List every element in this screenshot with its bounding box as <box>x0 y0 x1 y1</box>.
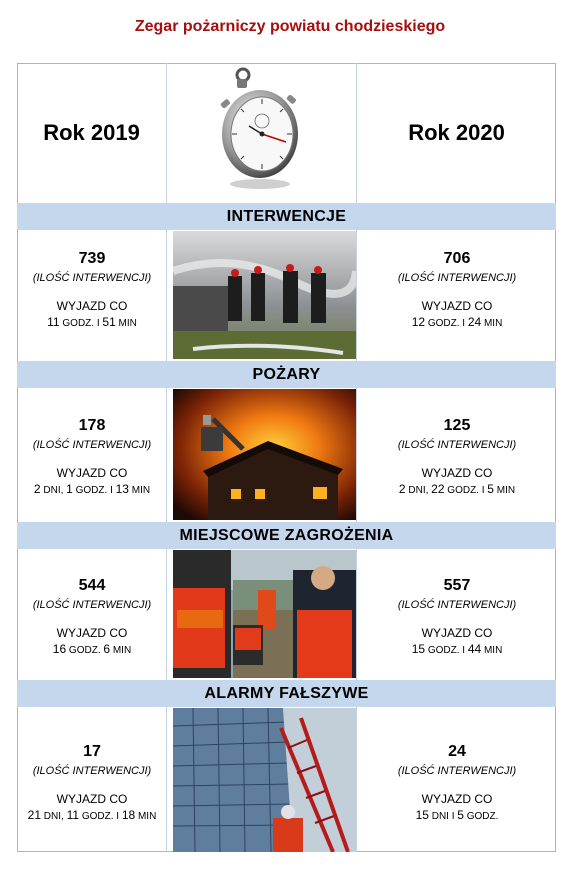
count-label: (ILOŚĆ INTERWENCJI) <box>32 599 152 611</box>
count-value: 557 <box>443 577 471 594</box>
departure-interval: 2 DNI, 22 GODZ. I 5 MIN <box>398 482 516 496</box>
count-label: (ILOŚĆ INTERWENCJI) <box>397 599 517 611</box>
divider <box>356 707 357 852</box>
count-label: (ILOŚĆ INTERWENCJI) <box>397 439 517 451</box>
section-heading-alarmy-falszywe: ALARMY FAŁSZYWE <box>17 680 556 707</box>
stat-2020-alarmy-falszywe <box>382 743 532 825</box>
departure-label: WYJAZD CO <box>56 792 128 806</box>
stat-2020-pozary <box>382 417 532 499</box>
departure-interval: 15 GODZ. I 44 MIN <box>411 642 503 656</box>
departure-interval: 21 DNI, 11 GODZ. I 18 MIN <box>27 808 157 822</box>
firefighters-hoses-photo <box>173 231 356 359</box>
page-title: Zegar pożarniczy powiatu chodzieskiego <box>134 18 446 35</box>
divider <box>166 63 167 203</box>
departure-interval: 12 GODZ. I 24 MIN <box>411 315 503 329</box>
departure-label: WYJAZD CO <box>421 466 493 480</box>
stat-2019-interwencje <box>17 250 167 332</box>
count-label: (ILOŚĆ INTERWENCJI) <box>32 765 152 777</box>
divider <box>166 230 167 361</box>
count-value: 544 <box>78 577 106 594</box>
count-value: 178 <box>78 417 106 434</box>
stat-2019-pozary <box>17 417 167 499</box>
section-heading-interwencje: INTERWENCJE <box>17 203 556 230</box>
divider <box>356 63 357 203</box>
section-heading-pozary: POŻARY <box>17 361 556 388</box>
count-value: 125 <box>443 417 471 434</box>
section-heading-miejscowe-zagrozenia: MIEJSCOWE ZAGROŻENIA <box>17 522 556 549</box>
divider <box>166 388 167 522</box>
departure-label: WYJAZD CO <box>56 466 128 480</box>
divider <box>356 388 357 522</box>
divider <box>356 230 357 361</box>
divider <box>166 549 167 680</box>
divider <box>166 707 167 852</box>
departure-label: WYJAZD CO <box>421 626 493 640</box>
flood-rescue-photo <box>173 550 356 678</box>
stopwatch-icon <box>215 66 305 192</box>
stat-2020-miejscowe-zagrozenia <box>382 577 532 659</box>
count-label: (ILOŚĆ INTERWENCJI) <box>397 765 517 777</box>
departure-interval: 15 DNI I 5 GODZ. <box>415 808 499 822</box>
departure-interval: 2 DNI, 1 GODZ. I 13 MIN <box>33 482 151 496</box>
count-value: 706 <box>443 250 471 267</box>
burning-house-photo <box>173 389 356 520</box>
count-label: (ILOŚĆ INTERWENCJI) <box>32 439 152 451</box>
departure-label: WYJAZD CO <box>56 299 128 313</box>
stat-2019-miejscowe-zagrozenia <box>17 577 167 659</box>
count-label: (ILOŚĆ INTERWENCJI) <box>32 272 152 284</box>
year-right-header: Rok 2020 <box>408 120 505 145</box>
year-left-header: Rok 2019 <box>43 120 140 145</box>
departure-label: WYJAZD CO <box>56 626 128 640</box>
count-label: (ILOŚĆ INTERWENCJI) <box>397 272 517 284</box>
count-value: 24 <box>448 743 466 760</box>
departure-label: WYJAZD CO <box>421 792 493 806</box>
departure-label: WYJAZD CO <box>421 299 493 313</box>
stat-2020-interwencje <box>382 250 532 332</box>
count-value: 739 <box>78 250 106 267</box>
departure-interval: 16 GODZ. 6 MIN <box>52 642 132 656</box>
departure-interval: 11 GODZ. I 51 MIN <box>47 315 137 329</box>
count-value: 17 <box>83 743 101 760</box>
high-rise-ladder-photo <box>173 708 356 852</box>
divider <box>356 549 357 680</box>
stat-2019-alarmy-falszywe <box>17 743 167 825</box>
